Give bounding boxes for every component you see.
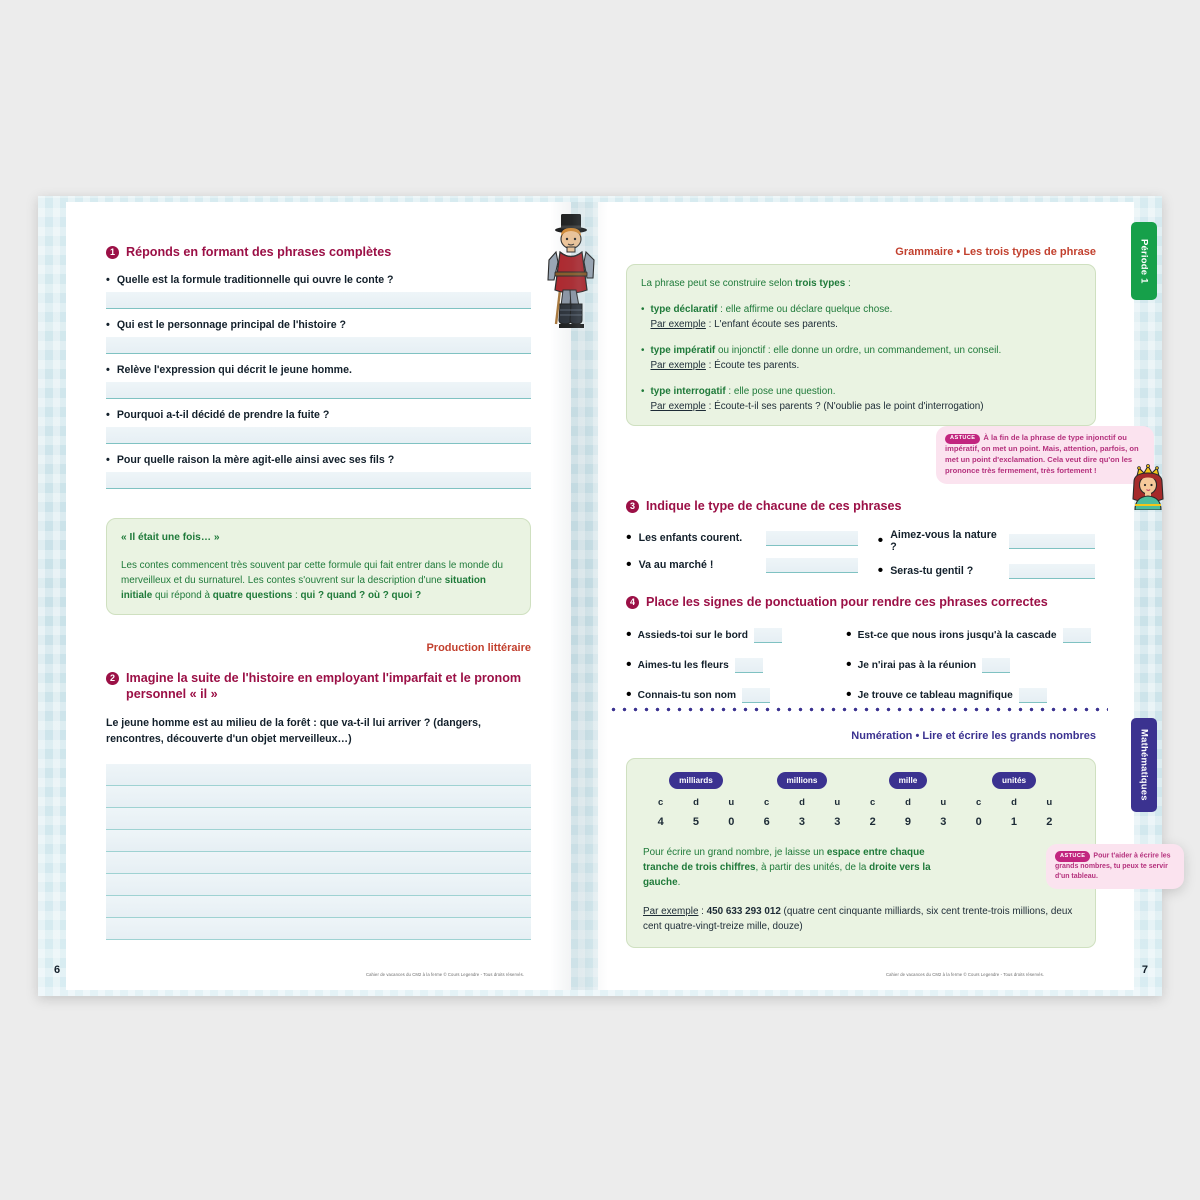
bullet-icon: • xyxy=(106,364,110,377)
rule-bold-2: droite vers la gauche xyxy=(643,861,931,888)
exercise-4-columns xyxy=(626,626,1106,704)
lesson-bold-four-questions: qui ? quand ? où ? quoi ? xyxy=(300,589,422,601)
exercise-4-block xyxy=(626,594,1106,704)
grammar-intro-end: : xyxy=(845,278,851,289)
place-digit: 6 xyxy=(763,815,770,828)
question-item xyxy=(106,409,531,444)
exercise-1-block xyxy=(106,244,531,489)
place-digit: 0 xyxy=(975,815,982,828)
exercise-3-number: 3 xyxy=(626,500,639,513)
place-digit: 9 xyxy=(904,815,912,828)
grammar-type-name: type impératif xyxy=(650,345,716,357)
bullet-icon: • xyxy=(846,686,852,704)
grammar-intro-bold: trois types xyxy=(795,278,846,289)
exercise-2-title: Imagine la suite de l'histoire en employant l'imparfait et le pronom personnel « il » xyxy=(126,671,522,702)
lesson-mid-2: : xyxy=(292,589,301,601)
production-litteraire-label: Production littéraire xyxy=(426,642,531,654)
exercise-4-left-column xyxy=(626,626,832,704)
gentleman-top-hat-icon xyxy=(536,210,606,340)
list-item xyxy=(626,556,858,574)
place-digit: 2 xyxy=(869,815,876,828)
place-letter: d xyxy=(1011,797,1017,809)
astuce-pill: ASTUCE xyxy=(1055,851,1090,862)
bullet-icon: • xyxy=(641,304,645,316)
answer-line[interactable] xyxy=(106,472,531,489)
sentence-text: Aimez-vous la nature ? xyxy=(890,529,997,554)
exercise-4-right-column xyxy=(846,626,1106,704)
bullet-icon: • xyxy=(846,656,852,674)
place-letter: u xyxy=(1046,797,1053,809)
place-letter: c xyxy=(658,797,664,809)
bullet-icon: • xyxy=(877,532,884,550)
lesson-bold-questions: quatre questions xyxy=(212,589,293,601)
list-item xyxy=(846,656,1106,674)
rule-part-2: , à partir des unités, de la xyxy=(755,861,870,873)
exercise-2-number: 2 xyxy=(106,672,119,685)
question-text: Pour quelle raison la mère agit-elle ainsi avec ses fils ? xyxy=(116,454,395,467)
sentence-text: Est-ce que nous irons jusqu'à la cascade xyxy=(857,629,1057,641)
list-item xyxy=(878,529,1096,553)
lesson-box-heading: « Il était une fois… » xyxy=(121,532,220,543)
bullet-icon: • xyxy=(626,529,632,547)
exercise-3-block xyxy=(626,498,1096,580)
answer-line[interactable] xyxy=(106,918,531,940)
exercise-1-number: 1 xyxy=(106,246,119,259)
grammar-type-item xyxy=(641,302,1081,332)
list-item xyxy=(626,626,832,644)
tip-numeration-text: Pour t'aider à écrire les grands nombres, tu peux te servir d'un tableau. xyxy=(1055,852,1171,880)
tab-periode-1[interactable] xyxy=(1131,222,1157,300)
bullet-icon: • xyxy=(106,454,110,467)
rule-bold-1: espace entre chaque tranche de trois chiffres xyxy=(643,846,925,873)
exercise-2-heading xyxy=(106,670,531,702)
bullet-icon: • xyxy=(641,345,645,357)
answer-line[interactable] xyxy=(106,427,531,444)
place-digit: 3 xyxy=(940,815,947,828)
answer-blank[interactable] xyxy=(766,558,858,573)
bullet-icon: • xyxy=(626,556,632,574)
lesson-bold-situation: situation initiale xyxy=(121,574,486,601)
lesson-mid-1: qui répond à xyxy=(152,589,213,601)
section-divider xyxy=(608,707,1108,712)
lesson-body-text: Les contes commencent très souvent par cette formule qui fait entrer dans le monde du merveilleux et du surnaturel. Les contes s'ouvrent sur la description d'une xyxy=(121,559,504,586)
grammar-type-name: type interrogatif xyxy=(650,386,726,398)
answer-line[interactable] xyxy=(106,764,531,786)
punctuation-blank[interactable] xyxy=(754,628,782,643)
question-text: Relève l'expression qui décrit le jeune homme. xyxy=(116,364,352,377)
bullet-icon: • xyxy=(846,626,852,644)
tab-periode-label: Période 1 xyxy=(1138,238,1150,284)
sentence-text: Aimes-tu les fleurs xyxy=(637,659,729,671)
tip-grammar-box xyxy=(936,426,1154,484)
numeration-label: Numération • Lire et écrire les grands nombres xyxy=(851,730,1096,742)
page-number-left: 6 xyxy=(54,964,61,976)
answer-line[interactable] xyxy=(106,896,531,918)
tab-mathematiques[interactable] xyxy=(1131,718,1157,812)
example-number: 450 633 293 012 xyxy=(706,905,781,917)
place-letter: u xyxy=(940,797,947,809)
answer-line[interactable] xyxy=(106,830,531,852)
tip-numeration-box xyxy=(1046,844,1184,889)
rule-end: . xyxy=(677,876,681,888)
workbook-spread xyxy=(38,196,1171,996)
numeration-example xyxy=(643,904,1079,934)
column-pill: milliards xyxy=(669,772,723,789)
grammar-type-list xyxy=(641,302,1081,414)
queen-crown-icon xyxy=(1126,464,1170,515)
place-digit: 4 xyxy=(657,815,664,828)
exercise-3-title: Indique le type de chacune de ces phrases xyxy=(646,499,902,513)
answer-line[interactable] xyxy=(106,292,531,309)
table-column-milliards xyxy=(643,772,749,831)
page-number-right: 7 xyxy=(1141,964,1148,976)
exercise-2-block xyxy=(106,670,531,940)
exercise-1-questions xyxy=(106,274,531,489)
place-letter: d xyxy=(693,797,699,809)
list-item xyxy=(626,656,832,674)
tip-grammar-text: À la fin de la phrase de type injonctif ou impératif, on met un point. Mais, attention, parfois, on met un point d'exclamation. Cela veut dire qu'on les prononce très fermement, très fortement ! xyxy=(945,433,1139,475)
rule-part-1: Pour écrire un grand nombre, je laisse un xyxy=(643,846,827,858)
exercise-1-heading xyxy=(106,244,531,260)
exercise-4-heading xyxy=(626,594,1106,610)
punctuation-blank[interactable] xyxy=(742,688,770,703)
punctuation-blank[interactable] xyxy=(1063,628,1091,643)
place-digit: 1 xyxy=(1010,815,1018,828)
lesson-box-body xyxy=(121,558,516,603)
exercise-3-right-column xyxy=(878,529,1096,580)
exercise-3-heading xyxy=(626,498,1096,514)
grammar-intro xyxy=(641,276,1081,291)
list-item xyxy=(878,562,1096,580)
place-digit: 2 xyxy=(1046,815,1053,828)
example-text: : Écoute tes parents. xyxy=(705,360,800,372)
sentence-text: Va au marché ! xyxy=(638,559,714,572)
place-digit: 0 xyxy=(728,815,735,828)
answer-line[interactable] xyxy=(106,874,531,896)
example-separator: : xyxy=(698,905,707,917)
example-text: : Écoute-t-il ses parents ? (N'oublie pas le point d'interrogation) xyxy=(705,401,984,413)
astuce-pill: ASTUCE xyxy=(945,434,980,445)
grammar-type-item xyxy=(641,384,1081,414)
question-text: Pourquoi a-t-il décidé de prendre la fuite ? xyxy=(116,409,330,422)
place-letter: d xyxy=(799,797,805,809)
place-digit: 5 xyxy=(692,815,700,828)
example-label: Par exemple xyxy=(650,360,706,372)
column-pill: unités xyxy=(992,772,1036,789)
exercise-2-answer-area xyxy=(106,764,531,940)
list-item xyxy=(626,686,832,704)
grammar-type-desc: : elle pose une question. xyxy=(725,386,836,398)
numeration-rule xyxy=(643,845,961,890)
example-text: : L'enfant écoute ses parents. xyxy=(705,319,838,331)
question-item xyxy=(106,454,531,489)
bullet-icon: • xyxy=(626,626,632,644)
list-item xyxy=(626,529,858,547)
punctuation-blank[interactable] xyxy=(735,658,763,673)
place-letter: u xyxy=(834,797,841,809)
column-pill: millions xyxy=(777,772,828,789)
question-text: Quelle est la formule traditionnelle qui ouvre le conte ? xyxy=(116,274,394,287)
footer-credit-left: Cahier de vacances du CM2 à la ferme © Cours Legendre - Tous droits réservés. xyxy=(366,972,525,977)
answer-line[interactable] xyxy=(106,382,531,399)
example-label: Par exemple xyxy=(650,401,706,413)
answer-line[interactable] xyxy=(106,337,531,354)
grammar-type-desc: : elle affirme ou déclare quelque chose. xyxy=(717,304,893,316)
table-column-millions xyxy=(749,772,855,831)
sentence-text: Je n'irai pas à la réunion xyxy=(857,659,977,671)
sentence-text: Je trouve ce tableau magnifique xyxy=(857,689,1013,701)
table-column-unites xyxy=(961,772,1067,831)
grammar-type-item xyxy=(641,343,1081,373)
exercise-3-left-column xyxy=(626,529,858,580)
footer-credit-right: Cahier de vacances du CM2 à la ferme © Cours Legendre - Tous droits réservés. xyxy=(886,972,1045,977)
column-pill: mille xyxy=(889,772,928,789)
answer-blank[interactable] xyxy=(766,531,858,546)
sentence-text: Seras-tu gentil ? xyxy=(890,565,974,578)
sentence-text: Connais-tu son nom xyxy=(637,689,737,701)
question-item xyxy=(106,274,531,309)
example-label: Par exemple xyxy=(650,319,706,331)
bullet-icon: • xyxy=(641,386,645,398)
answer-blank[interactable] xyxy=(1009,564,1095,579)
grammar-lesson-box xyxy=(626,264,1096,426)
answer-blank[interactable] xyxy=(1009,534,1095,549)
lesson-box-il-etait-une-fois xyxy=(106,518,531,615)
bullet-icon: • xyxy=(106,319,110,332)
list-item xyxy=(846,626,1106,644)
exercise-2-prompt: Le jeune homme est au milieu de la forêt : que va-t-il lui arriver ? (dangers, rencontres, découverte d'un objet merveilleux…) xyxy=(106,717,481,746)
example-words: (quatre cent cinquante milliards, six cent trente-trois millions, deux cent quatre-vingt-treize mille, douze) xyxy=(643,905,1073,932)
place-letter: d xyxy=(905,797,911,809)
left-page xyxy=(54,202,571,990)
bullet-icon: • xyxy=(626,686,632,704)
tab-mathematiques-label: Mathématiques xyxy=(1138,729,1150,801)
bullet-icon: • xyxy=(626,656,632,674)
place-letter: c xyxy=(870,797,876,809)
answer-line[interactable] xyxy=(106,852,531,874)
grammar-type-name: type déclaratif xyxy=(650,304,718,316)
table-column-mille xyxy=(855,772,961,831)
answer-line[interactable] xyxy=(106,808,531,830)
bullet-icon: • xyxy=(877,562,884,580)
exercise-4-title: Place les signes de ponctuation pour rendre ces phrases correctes xyxy=(646,595,1048,609)
grammaire-label: Grammaire • Les trois types de phrase xyxy=(895,246,1096,258)
punctuation-blank[interactable] xyxy=(1019,688,1047,703)
place-letter: c xyxy=(976,797,982,809)
place-letter: u xyxy=(728,797,735,809)
exercise-4-number: 4 xyxy=(626,596,639,609)
exercise-3-columns xyxy=(626,529,1096,580)
grammar-intro-plain: La phrase peut se construire selon xyxy=(641,278,796,289)
place-value-table xyxy=(643,772,1079,831)
bullet-icon: • xyxy=(106,409,110,422)
question-item xyxy=(106,364,531,399)
list-item xyxy=(846,686,1106,704)
exercise-1-title: Réponds en formant des phrases complètes xyxy=(126,245,392,259)
place-digit: 3 xyxy=(834,815,841,828)
question-text: Qui est le personnage principal de l'histoire ? xyxy=(116,319,347,332)
question-item xyxy=(106,319,531,354)
bullet-icon: • xyxy=(106,274,110,287)
sentence-text: Les enfants courent. xyxy=(638,532,743,545)
answer-line[interactable] xyxy=(106,786,531,808)
punctuation-blank[interactable] xyxy=(982,658,1010,673)
example-label: Par exemple xyxy=(643,905,699,917)
grammar-type-desc: ou injonctif : elle donne un ordre, un commandement, un conseil. xyxy=(715,345,1002,357)
place-digit: 3 xyxy=(798,815,806,828)
place-letter: c xyxy=(764,797,770,809)
sentence-text: Assieds-toi sur le bord xyxy=(637,629,748,641)
numeration-lesson-box xyxy=(626,758,1096,948)
